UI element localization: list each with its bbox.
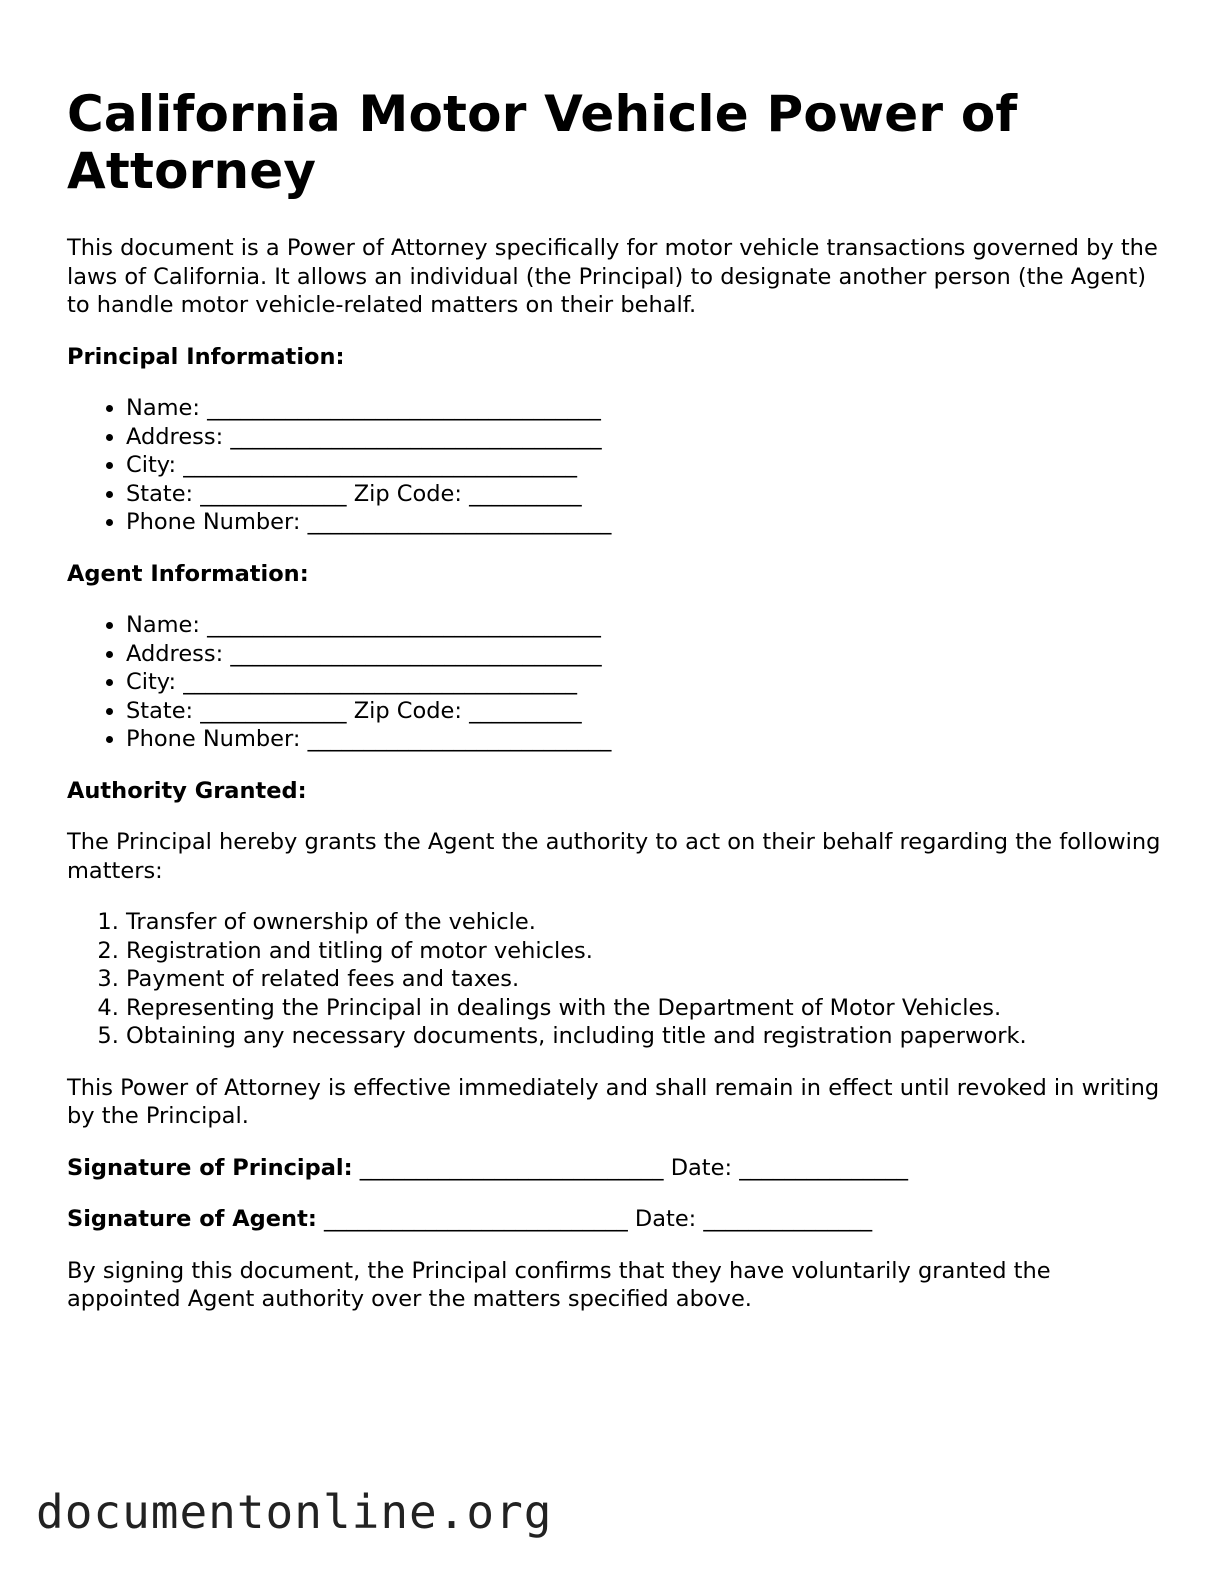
authority-item: 3. Payment of related fees and taxes. — [126, 965, 1167, 994]
principal-phone-field: • Phone Number: ___________________________ — [126, 508, 1167, 537]
authority-item: 5. Obtaining any necessary documents, including title and registration paperwork. — [126, 1022, 1167, 1051]
agent-phone-field: • Phone Number: ___________________________ — [126, 725, 1167, 754]
agent-address-field: • Address: _________________________________ — [126, 640, 1167, 669]
principal-info-list — [67, 394, 1167, 537]
agent-signature-label: Signature of Agent: — [67, 1206, 317, 1232]
authority-intro: The Principal hereby grants the Agent the authority to act on their behalf regarding the following matters: — [67, 829, 1161, 884]
agent-state-zip-field: • State: _____________ Zip Code: __________ — [126, 697, 1167, 726]
document-page — [67, 86, 1167, 1337]
agent-signature-line — [67, 1205, 1167, 1234]
principal-signature-label: Signature of Principal: — [67, 1154, 353, 1181]
intro-paragraph: This document is a Power of Attorney specifically for motor vehicle transactions governed by the laws of California. It allows an individual (the Principal) to designate another person (the Agent) to handle motor vehicle-related matters on their behalf. — [67, 235, 1158, 318]
authority-item: 1. Transfer of ownership of the vehicle. — [126, 908, 1167, 937]
principal-signature-line — [67, 1154, 1167, 1183]
principal-heading: Principal Information: — [67, 343, 345, 370]
authority-heading: Authority Granted: — [67, 777, 307, 804]
principal-city-field: • City: ___________________________________ — [126, 451, 1167, 480]
effective-paragraph: This Power of Attorney is effective immediately and shall remain in effect until revoked in writing by the Principal. — [67, 1074, 1160, 1129]
principal-name-field: • Name: ___________________________________ — [126, 394, 1167, 423]
principal-signature-blank: ___________________________ Date: _______________ — [359, 1154, 908, 1181]
watermark: documentonline.org — [36, 1485, 553, 1539]
authority-item: 4. Representing the Principal in dealings with the Department of Motor Vehicles. — [126, 994, 1167, 1023]
document-title: California Motor Vehicle Power of Attorney — [67, 85, 1018, 200]
agent-heading: Agent Information: — [67, 560, 309, 587]
principal-address-field: • Address: _________________________________ — [126, 423, 1167, 452]
principal-state-zip-field: • State: _____________ Zip Code: __________ — [126, 480, 1167, 509]
authority-list — [67, 908, 1167, 1051]
closing-paragraph: By signing this document, the Principal confirms that they have voluntarily granted the appointed Agent authority over the matters specified above. — [67, 1257, 1051, 1312]
agent-name-field: • Name: ___________________________________ — [126, 611, 1167, 640]
agent-signature-blank: ___________________________ Date: _______________ — [323, 1206, 873, 1232]
agent-city-field: • City: ___________________________________ — [126, 668, 1167, 697]
authority-item: 2. Registration and titling of motor vehicles. — [126, 937, 1167, 966]
agent-info-list — [67, 611, 1167, 754]
